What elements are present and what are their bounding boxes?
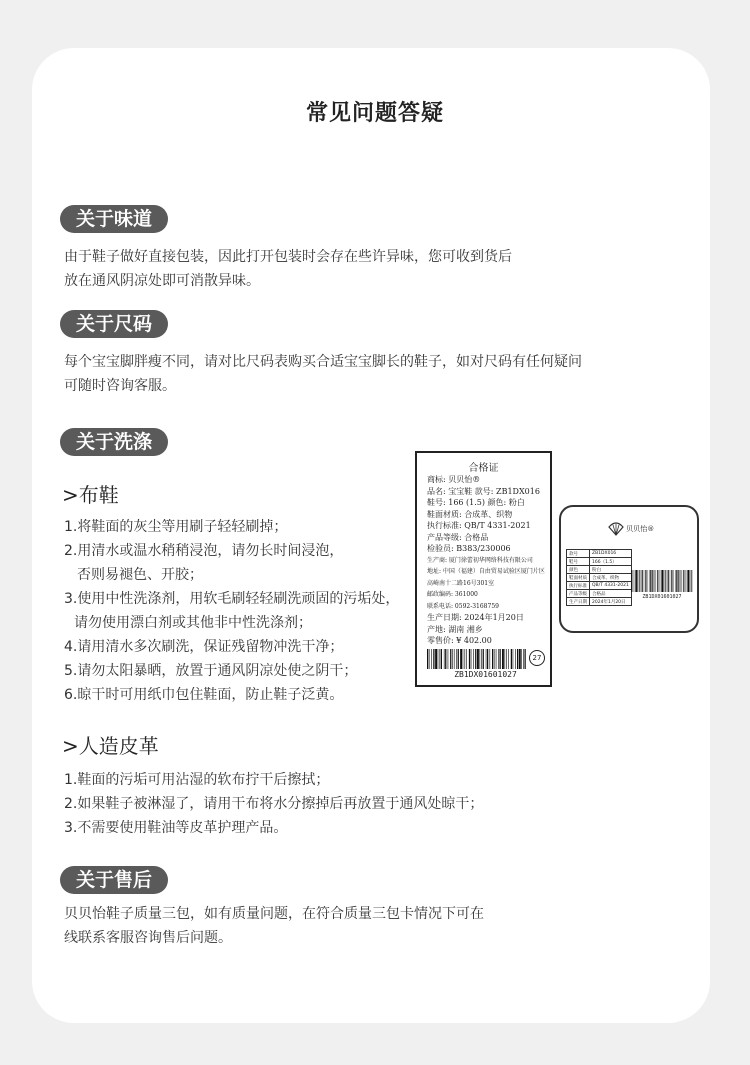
tag-line: 鞋面材质: 合成革、织物	[427, 509, 513, 519]
tag-line: 高崎南十二路16号301室	[427, 579, 495, 587]
tag-line: 生产商: 厦门徐蕾初华网络科技有限公司	[427, 556, 533, 564]
cloth-shoes-title: >布鞋	[62, 483, 119, 507]
aftersale-line: 线联系客服咨询售后问题。	[64, 930, 232, 946]
leather-title: >人造皮革	[62, 734, 159, 758]
aftersale-line: 贝贝怡鞋子质量三包，如有质量问题，在符合质量三包卡情况下可在	[64, 906, 484, 922]
tag-line: 产地: 湖南 湘乡	[427, 624, 483, 634]
list-item: 4.请用清水多次刷洗，保证残留物冲洗干净；	[64, 639, 344, 655]
size-mark: 27	[529, 650, 545, 666]
tag-line: 地址: 中国（福建）自由贸易试验区厦门片区	[427, 568, 545, 575]
cell: 粉白	[590, 566, 632, 574]
list-item: 请勿使用漂白剂或其他非中性洗涤剂；	[74, 615, 312, 631]
cloth-care-list	[64, 515, 399, 707]
barcode	[427, 649, 527, 669]
list-item: 3.使用中性洗涤剂，用软毛刷轻轻刷洗顽固的污垢处，	[64, 591, 400, 607]
cell: 执行标准	[567, 582, 590, 590]
cell: 合成革、织物	[590, 574, 632, 582]
table-row	[567, 598, 632, 606]
table-row	[567, 558, 632, 566]
aftersale-text	[64, 902, 484, 950]
list-item: 2.如果鞋子被淋湿了，请用干布将水分擦掉后再放置于通风处晾干；	[64, 796, 484, 812]
sticker-table	[566, 549, 632, 606]
tag-line: 生产日期: 2024年1月20日	[427, 613, 524, 622]
brand-logo	[608, 521, 658, 541]
list-item: 1.鞋面的污垢可用沾湿的软布拧干后擦拭；	[64, 772, 330, 788]
page-title: 常见问题答疑	[305, 101, 444, 126]
list-item: 2.用清水或温水稍稍浸泡，请勿长时间浸泡，	[64, 543, 344, 559]
section-heading-smell: 关于味道	[60, 205, 168, 233]
table-row	[567, 566, 632, 574]
tag-line: 产品等级: 合格品	[427, 532, 489, 542]
brand-name: 贝贝怡®	[626, 525, 655, 533]
list-item: 1.将鞋面的灰尘等用刷子轻轻刷掉；	[64, 519, 288, 535]
section-heading-wash: 关于洗涤	[60, 428, 168, 456]
cell: 166（1.5）	[590, 558, 632, 566]
cell: 款号	[567, 550, 590, 558]
tag-line: 品名: 宝宝鞋 款号: ZB1DX016	[427, 486, 540, 496]
tag-line: 执行标准: QB/T 4331-2021	[427, 521, 531, 530]
cell: 鞋面材质	[567, 574, 590, 582]
barcode-number: ZB1DX01601027	[642, 594, 682, 600]
barcode	[631, 570, 693, 592]
shell-logo-icon	[608, 521, 624, 537]
list-item: 5.请勿太阳暴晒，放置于通风阴凉处使之阴干；	[64, 663, 358, 679]
table-row	[567, 590, 632, 598]
certificate-tag	[415, 451, 552, 687]
table-row	[567, 574, 632, 582]
size-line: 每个宝宝脚胖瘦不同，请对比尺码表购买合适宝宝脚长的鞋子，如对尺码有任何疑问	[64, 354, 582, 370]
section-heading-size: 关于尺码	[60, 310, 168, 338]
cell: QB/T 4331-2021	[590, 582, 632, 590]
tag-line: 鞋号: 166 (1.5) 颜色: 粉白	[427, 498, 525, 507]
cell: 生产日期	[567, 598, 590, 606]
size-text	[64, 350, 582, 398]
smell-line: 由于鞋子做好直接包装，因此打开包装时会存在些许异味，您可收到货后	[64, 249, 512, 265]
size-line: 可随时咨询客服。	[64, 378, 176, 394]
cell: ZB1DX016	[590, 550, 632, 558]
table-row	[567, 550, 632, 558]
cell: 2024年1月20日	[590, 598, 632, 606]
tag-line: 邮政编码: 361000	[427, 591, 478, 598]
tag-line: 检验员: B383/230006	[427, 544, 511, 553]
list-item: 否则易褪色、开胶；	[77, 567, 203, 583]
smell-text	[64, 245, 512, 293]
leather-care-list	[64, 768, 483, 840]
tag-line: 联系电话: 0592-3168759	[427, 602, 499, 610]
table-row	[567, 582, 632, 590]
list-item: 3.不需要使用鞋油等皮革护理产品。	[64, 820, 288, 836]
tag-line: 商标: 贝贝怡®	[427, 475, 481, 484]
cell: 鞋号	[567, 558, 590, 566]
tag-header: 合格证	[468, 463, 499, 474]
cell: 颜色	[567, 566, 590, 574]
shoe-sticker	[559, 505, 699, 633]
tag-line: 零售价: ¥ 402.00	[427, 636, 492, 645]
section-heading-aftersale: 关于售后	[60, 866, 168, 894]
list-item: 6.晾干时可用纸巾包住鞋面，防止鞋子泛黄。	[64, 687, 344, 703]
smell-line: 放在通风阴凉处即可消散异味。	[64, 273, 260, 289]
cell: 产品等级	[567, 590, 590, 598]
barcode-number: ZB1DX01601027	[454, 670, 517, 679]
cell: 合格品	[590, 590, 632, 598]
